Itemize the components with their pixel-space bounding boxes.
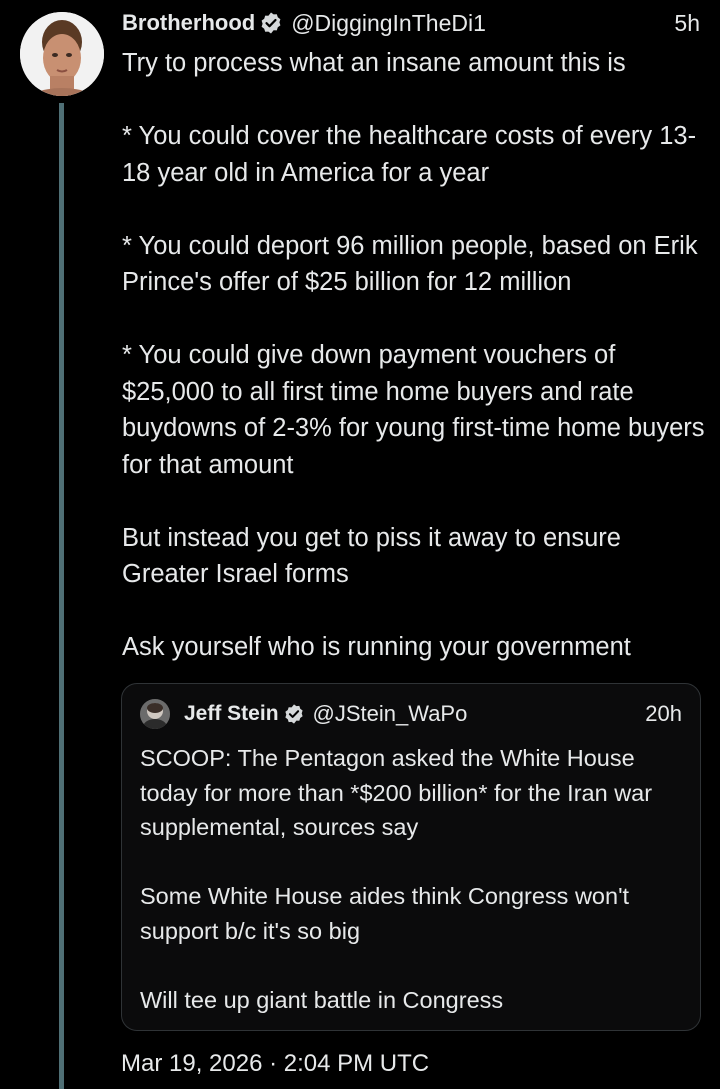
tweet-paragraph: Try to process what an insane amount this is (122, 49, 626, 77)
quoted-paragraph: Will tee up giant battle in Congress (140, 986, 504, 1013)
verified-badge-icon (259, 11, 283, 35)
tweet-paragraph: * You could cover the healthcare costs of every 13-18 year old in America for a year (122, 122, 697, 187)
avatar-image (20, 12, 104, 96)
quoted-tweet-body (140, 741, 685, 1017)
quoted-tweet-card[interactable] (121, 683, 701, 1031)
thread-line (59, 103, 64, 1089)
quoted-avatar[interactable] (140, 699, 170, 729)
tweet-body (122, 45, 707, 666)
quoted-avatar-image (140, 699, 170, 729)
quoted-paragraph: SCOOP: The Pentagon asked the White House today for more than *$200 billion* for the Iran war supplemental, sources say (140, 745, 653, 840)
tweet-time[interactable]: 5h (674, 9, 700, 36)
tweet-paragraph: * You could give down payment vouchers of $25,000 to all first time home buyers and rate buydowns of 2-3% for young first-time home buyers for that amount (122, 341, 705, 479)
tweet-paragraph: * You could deport 96 million people, based on Erik Prince's offer of $25 billion for 12 million (122, 231, 698, 296)
quoted-tweet-header (140, 698, 682, 730)
author-name[interactable]: Brotherhood (122, 10, 256, 35)
verified-badge-icon (283, 703, 305, 725)
tweet-paragraph: But instead you get to piss it away to ensure Greater Israel forms (122, 523, 621, 588)
tweet-header (122, 6, 700, 40)
quoted-tweet-time[interactable]: 20h (645, 701, 682, 726)
quoted-author-name[interactable]: Jeff Stein (184, 702, 279, 725)
quoted-author-handle[interactable]: @JStein_WaPo (312, 701, 468, 726)
quoted-paragraph: Some White House aides think Congress won't support b/c it's so big (140, 883, 630, 944)
tweet-paragraph: Ask yourself who is running your government (122, 633, 631, 661)
author-handle[interactable]: @DiggingInTheDi1 (291, 9, 486, 36)
tweet-timestamp[interactable]: Mar 19, 2026 · 2:04 PM UTC (121, 1050, 430, 1077)
avatar[interactable] (20, 12, 104, 96)
